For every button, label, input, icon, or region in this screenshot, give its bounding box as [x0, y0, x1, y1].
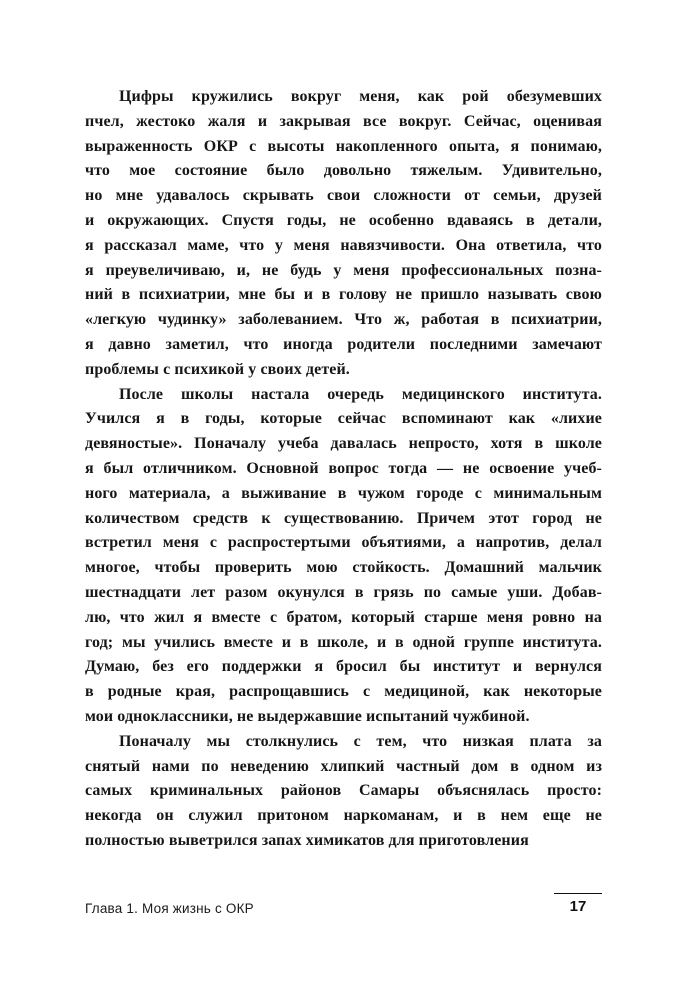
text-line: в родные края, распрощавшись с медициной, как некоторые: [85, 683, 602, 701]
paragraph: [85, 383, 602, 730]
text-line: полностью выветрился запах химикатов для приготовления: [85, 831, 529, 849]
text-line: количеством средств к существованию. Причем этот город не: [85, 509, 602, 527]
text-line: лю, что жил я вместе с братом, который старше меня ровно на: [85, 608, 602, 626]
text-line: но мне удавалось скрывать свои сложности от семьи, друзей: [85, 187, 602, 205]
text-line: что мое состояние было довольно тяжелым. Удивительно,: [85, 162, 602, 180]
text-line: шестнадцати лет разом окунулся в грязь по самые уши. Добав-: [85, 583, 602, 601]
text-line: снятый нами по неведению хлипкий частный дом в одном из: [85, 757, 602, 775]
text-line: ний в психиатрии, мне бы и в голову не пришло называть свою: [85, 286, 602, 304]
text-line: девяностые». Поначалу учеба давалась непросто, хотя в школе: [85, 435, 602, 453]
text-line: Думаю, без его поддержки я бросил бы институт и вернулся: [85, 658, 602, 676]
page-number: 17: [569, 898, 587, 915]
text-line: встретил меня с распростертыми объятиями, а напротив, делал: [85, 534, 602, 552]
text-line: я рассказал маме, что у меня навязчивости. Она ответила, что: [85, 236, 602, 254]
text-line: Цифры кружились вокруг меня, как рой обезумевших: [119, 88, 602, 105]
page-number-block: [554, 893, 602, 916]
paragraph: [85, 730, 602, 854]
text-line: и окружающих. Спустя годы, не особенно вдаваясь в детали,: [85, 211, 602, 229]
text-line: самых криминальных районов Самары объяснялась просто:: [85, 782, 602, 800]
footer-chapter-title: Глава 1. Моя жизнь с ОКР: [85, 901, 254, 916]
text-line: выраженность ОКР с высоты накопленного опыта, я понимаю,: [85, 137, 602, 155]
text-line: Учился я в годы, которые сейчас вспоминают как «лихие: [85, 410, 602, 428]
text-line: год; мы учились вместе и в школе, и в одной группе института.: [85, 633, 602, 651]
text-line: пчел, жестоко жаля и закрывая все вокруг. Сейчас, оценивая: [85, 112, 602, 130]
paragraph: [85, 85, 602, 383]
text-line: я преувеличиваю, и, не будь у меня профессиональных позна-: [85, 261, 602, 279]
text-line: проблемы с психикой у своих детей.: [85, 360, 350, 378]
text-line: После школы настала очередь медицинского института.: [119, 385, 602, 403]
text-line: мои одноклассники, не выдержавшие испытаний чужбиной.: [85, 707, 530, 725]
text-line: ного материала, а выживание в чужом городе с минимальным: [85, 484, 602, 502]
text-line: многое, чтобы проверить мою стойкость. Домашний мальчик: [85, 559, 602, 577]
text-line: я давно заметил, что иногда родители последними замечают: [85, 335, 602, 353]
page-footer: [85, 893, 602, 916]
body-text: [85, 85, 602, 854]
text-line: некогда он служил притоном наркоманам, и в нем еще не: [85, 807, 602, 825]
text-line: Поначалу мы столкнулись с тем, что низкая плата за: [119, 732, 602, 750]
text-line: «легкую чудинку» заболеванием. Что ж, работая в психиатрии,: [85, 311, 602, 329]
text-line: я был отличником. Основной вопрос тогда — не освоение учеб-: [85, 459, 602, 477]
